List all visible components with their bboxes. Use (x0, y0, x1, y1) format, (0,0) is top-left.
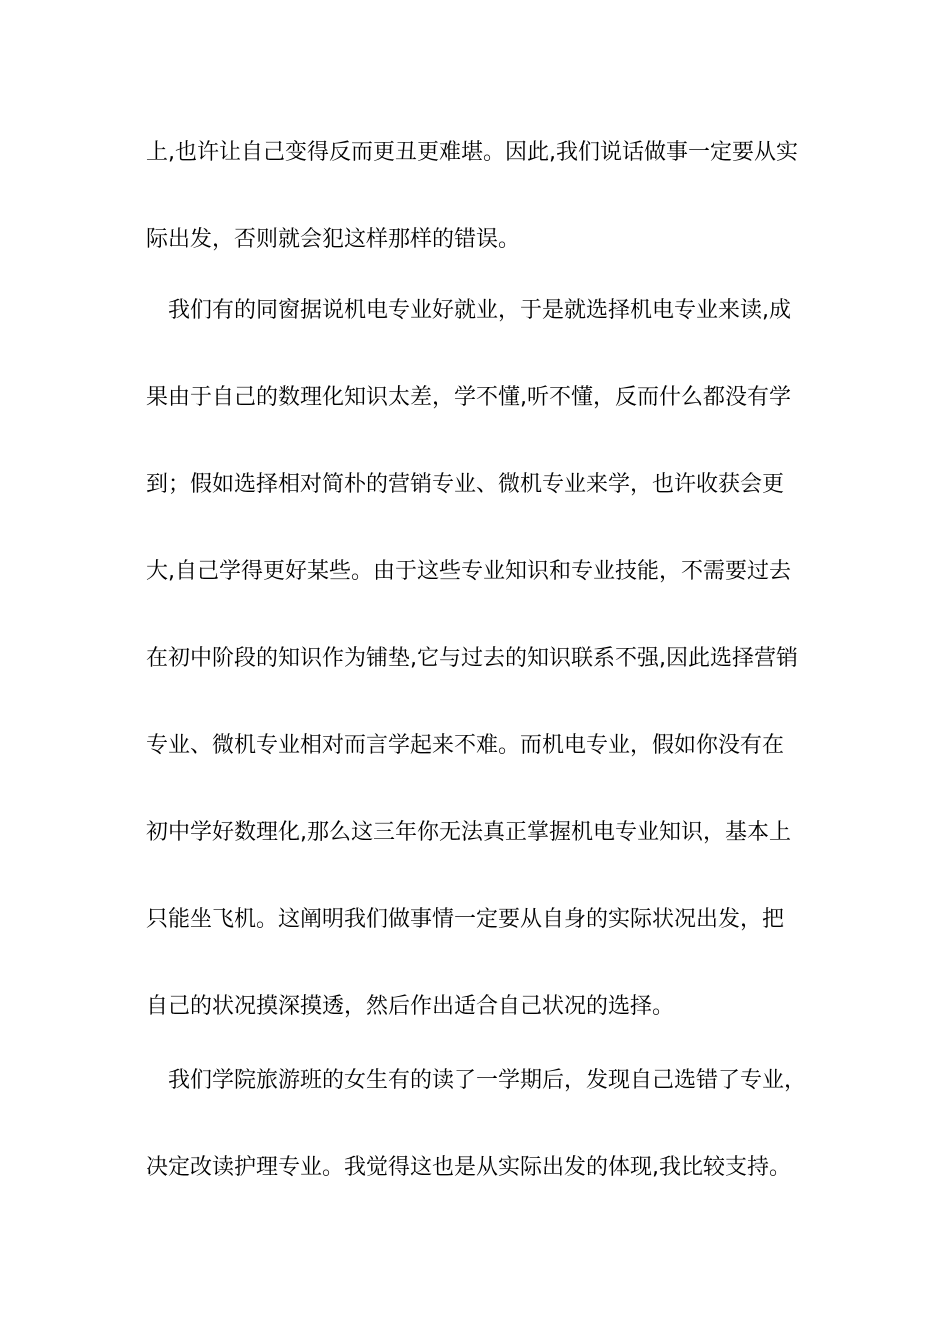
text-line: 到；假如选择相对简朴的营销专业、微机专业来学，也许收获会更 (146, 472, 785, 497)
text-line: 上,也许让自己变得反而更丑更难堪。因此,我们说话做事一定要从实 (146, 140, 798, 165)
text-line: 只能坐飞机。这阐明我们做事情一定要从自身的实际状况出发，把 (146, 907, 785, 932)
text-line: 自己的状况摸深摸透，然后作出适合自己状况的选择。 (146, 994, 675, 1019)
text-line: 际出发，否则就会犯这样那样的错误。 (146, 227, 521, 252)
text-line: 果由于自己的数理化知识太差，学不懂,听不懂，反而什么都没有学 (146, 385, 791, 410)
text-line: 专业、微机专业相对而言学起来不难。而机电专业，假如你没有在 (146, 733, 785, 758)
text-line: 决定改读护理专业。我觉得这也是从实际出发的体现,我比较支持。 (146, 1155, 791, 1180)
text-line: 在初中阶段的知识作为铺垫,它与过去的知识联系不强,因此选择营销 (146, 646, 798, 671)
text-line: 我们有的同窗据说机电专业好就业，于是就选择机电专业来读,成 (146, 298, 791, 323)
text-line: 我们学院旅游班的女生有的读了一学期后，发现自己选错了专业， (146, 1068, 807, 1093)
text-line: 初中学好数理化,那么这三年你无法真正掌握机电专业知识，基本上 (146, 820, 791, 845)
text-line: 大,自己学得更好某些。由于这些专业知识和专业技能，不需要过去 (146, 559, 791, 584)
